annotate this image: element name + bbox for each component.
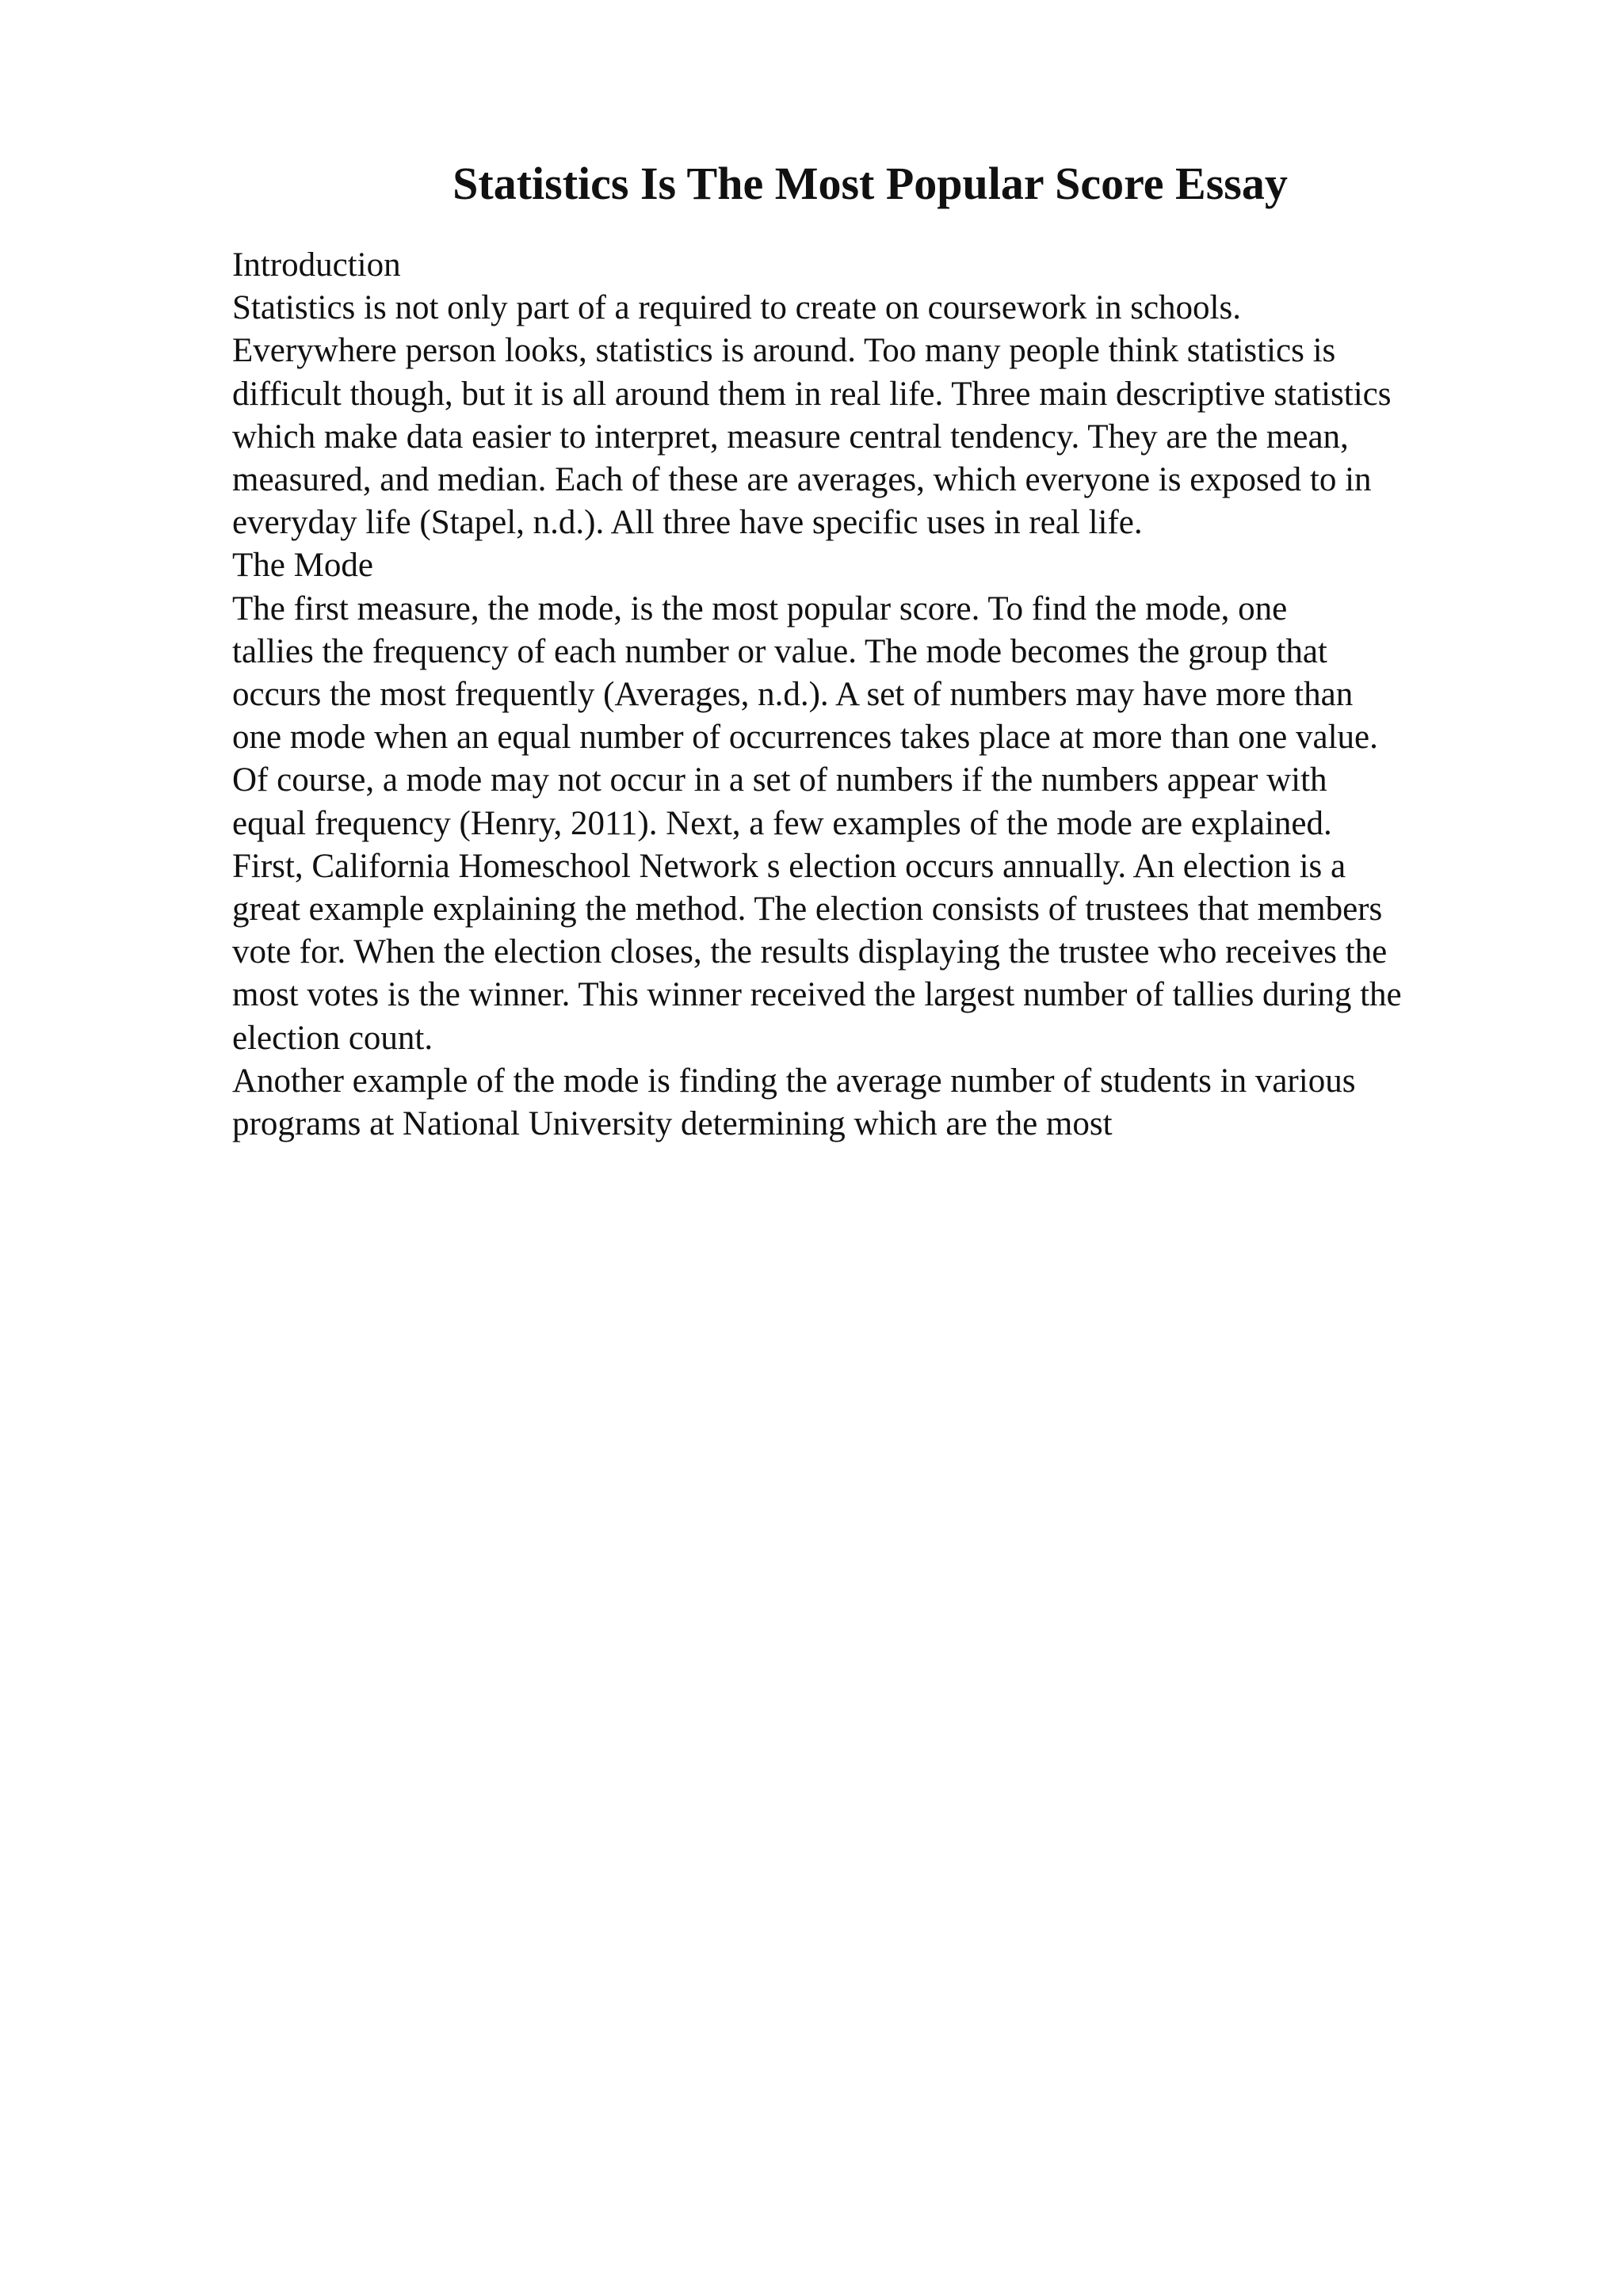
text-line: occurs the most frequently (Averages, n.d.). A set of numbers may have more than xyxy=(232,676,1354,714)
text-line: equal frequency (Henry, 2011). Next, a few examples of the mode are explained. xyxy=(232,804,1332,842)
text-line: tallies the frequency of each number or value. The mode becomes the group that xyxy=(232,632,1327,670)
text-line: most votes is the winner. This winner received the largest number of tallies during the xyxy=(232,976,1402,1014)
text-line: The first measure, the mode, is the most popular score. To find the mode, one xyxy=(232,589,1288,627)
text-line: Of course, a mode may not occur in a set of numbers if the numbers appear with xyxy=(232,761,1327,799)
text-line: First, California Homeschool Network s election occurs annually. An election is a xyxy=(232,847,1346,885)
text-line: difficult though, but it is all around them in real life. Three main descriptive statistics xyxy=(232,375,1392,413)
text-line: programs at National University determining which are the most xyxy=(232,1105,1113,1143)
text-line: Another example of the mode is finding the average number of students in various xyxy=(232,1062,1356,1100)
document-body xyxy=(232,244,1595,1146)
text-line: Statistics is not only part of a required to create on coursework in schools. xyxy=(232,289,1241,327)
section-heading-the-mode: The Mode xyxy=(232,547,373,585)
text-line: one mode when an equal number of occurrences takes place at more than one value. xyxy=(232,719,1378,757)
text-line: everyday life (Stapel, n.d.). All three have specific uses in real life. xyxy=(232,504,1143,542)
text-line: Everywhere person looks, statistics is around. Too many people think statistics is xyxy=(232,332,1336,370)
text-line: election count. xyxy=(232,1019,433,1057)
document-title: Statistics Is The Most Popular Score Essay xyxy=(453,158,1288,209)
section-heading-introduction: Introduction xyxy=(232,246,401,284)
text-line: which make data easier to interpret, measure central tendency. They are the mean, xyxy=(232,418,1349,456)
text-line: measured, and median. Each of these are averages, which everyone is exposed to in xyxy=(232,461,1372,499)
text-line: great example explaining the method. The election consists of trustees that members xyxy=(232,891,1383,929)
text-line: vote for. When the election closes, the results displaying the trustee who receives the xyxy=(232,933,1388,971)
